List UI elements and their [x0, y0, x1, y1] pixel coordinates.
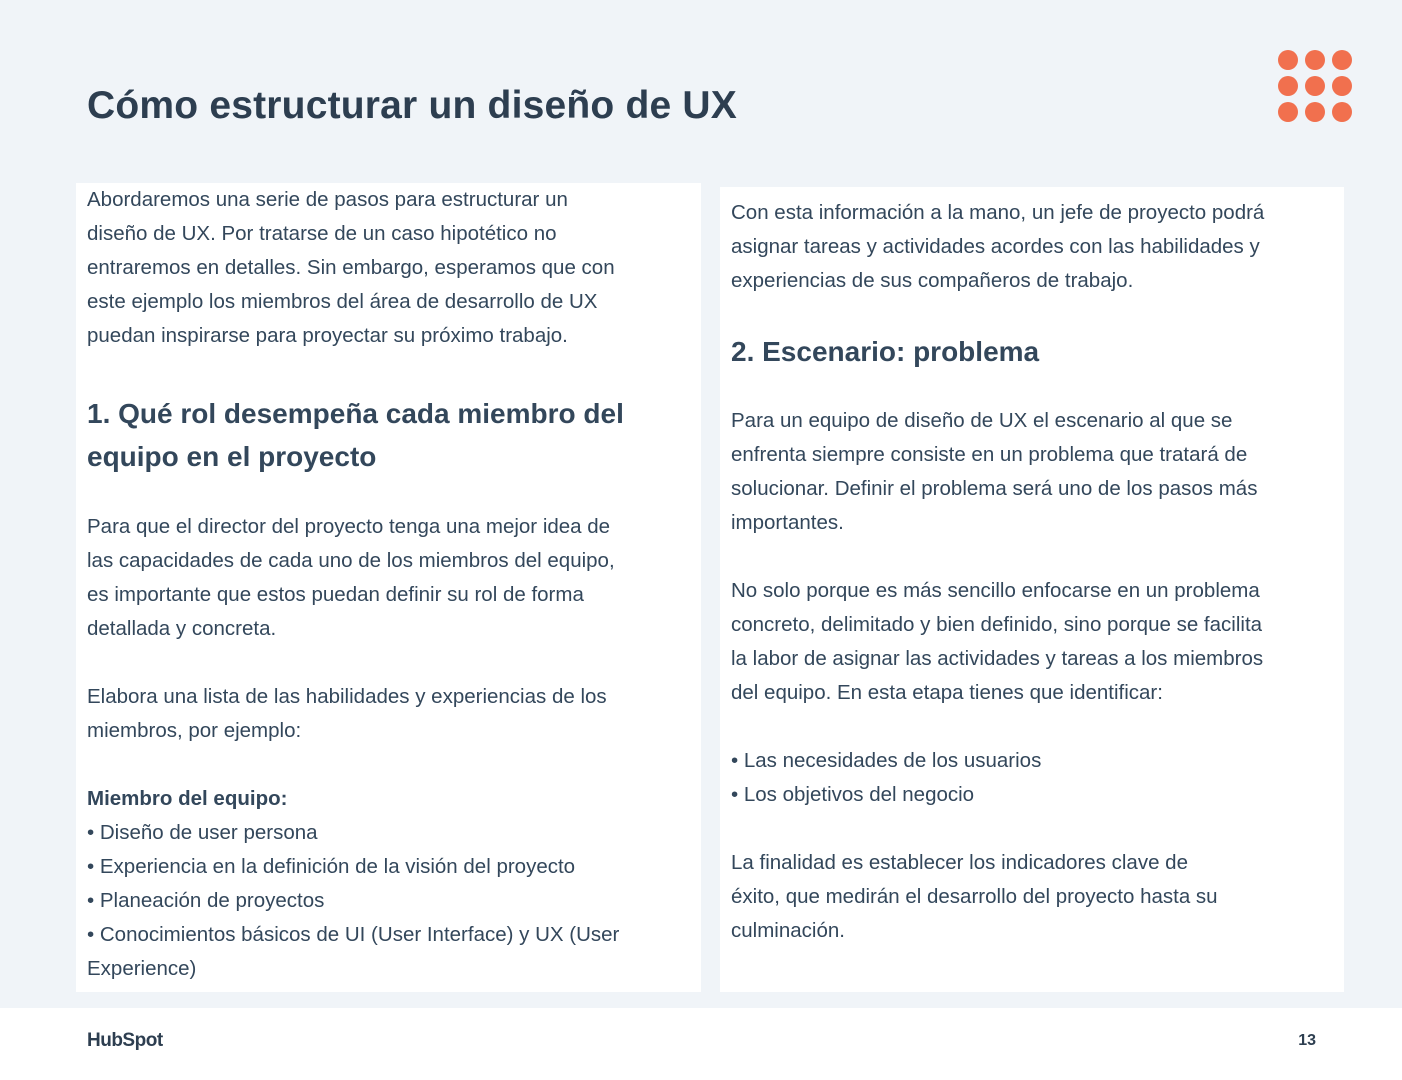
text-line: la labor de asignar las actividades y tareas a los miembros — [731, 647, 1264, 670]
text-line: puedan inspirarse para proyectar su próximo trabajo. — [87, 324, 568, 347]
page-title: Cómo estructurar un diseño de UX — [87, 84, 737, 127]
dot-icon — [1332, 50, 1352, 70]
page-footer — [0, 1008, 1402, 1080]
text-line: Elabora una lista de las habilidades y experiencias de los — [87, 685, 607, 708]
team-member-list — [87, 782, 687, 986]
list-item: • Los objetivos del negocio — [731, 783, 975, 806]
text-line: No solo porque es más sencillo enfocarse en un problema — [731, 579, 1260, 602]
left-content-card — [76, 183, 701, 992]
text-line: entraremos en detalles. Sin embargo, esperamos que con — [87, 256, 615, 279]
spacer — [731, 812, 1330, 846]
identify-list — [731, 744, 1330, 812]
text-line: detallada y concreta. — [87, 617, 277, 640]
text-line: Para que el director del proyecto tenga una mejor idea de — [87, 515, 611, 538]
spacer — [731, 540, 1330, 574]
dot-grid-icon — [1278, 50, 1352, 122]
section-heading-problem: 2. Escenario: problema — [731, 336, 1040, 367]
intro-paragraph — [731, 196, 1330, 298]
dot-icon — [1305, 50, 1325, 70]
dot-icon — [1278, 76, 1298, 96]
text-line: Abordaremos una serie de pasos para estructurar un — [87, 188, 568, 211]
focus-paragraph — [731, 574, 1330, 710]
text-line: culminación. — [731, 919, 845, 942]
hubspot-logo: HubSpot — [87, 1030, 163, 1051]
text-line: del equipo. En esta etapa tienes que identificar: — [731, 681, 1163, 704]
spacer — [731, 710, 1330, 744]
problem-paragraph — [731, 404, 1330, 540]
text-line: enfrenta siempre consiste en un problema que tratará de — [731, 443, 1248, 466]
roles-paragraph — [87, 510, 687, 646]
text-line: diseño de UX. Por tratarse de un caso hipotético no — [87, 222, 557, 245]
dot-icon — [1305, 76, 1325, 96]
text-line: experiencias de sus compañeros de trabajo. — [731, 269, 1134, 292]
text-line: importantes. — [731, 511, 844, 534]
list-intro-paragraph — [87, 680, 687, 748]
dot-icon — [1332, 102, 1352, 122]
spacer — [87, 646, 687, 680]
text-line: este ejemplo los miembros del área de desarrollo de UX — [87, 290, 598, 313]
page-number: 13 — [1298, 1032, 1316, 1049]
text-line: concreto, delimitado y bien definido, sino porque se facilita — [731, 613, 1263, 636]
list-item: • Conocimientos básicos de UI (User Interface) y UX (User — [87, 923, 620, 946]
heading-line: equipo en el proyecto — [87, 441, 377, 472]
list-item: • Diseño de user persona — [87, 821, 318, 844]
list-item: • Planeación de proyectos — [87, 889, 325, 912]
dot-icon — [1305, 102, 1325, 122]
list-item: • Las necesidades de los usuarios — [731, 749, 1042, 772]
list-item: Experience) — [87, 957, 197, 980]
dot-icon — [1278, 102, 1298, 122]
text-line: éxito, que medirán el desarrollo del proyecto hasta su — [731, 885, 1218, 908]
spacer — [87, 748, 687, 782]
right-card-body — [731, 196, 1330, 948]
section-heading-roles — [87, 392, 687, 478]
goal-paragraph — [731, 846, 1330, 948]
left-card-body — [87, 183, 687, 986]
right-content-card — [720, 187, 1344, 992]
text-line: Con esta información a la mano, un jefe de proyecto podrá — [731, 201, 1265, 224]
text-line: Para un equipo de diseño de UX el escenario al que se — [731, 409, 1233, 432]
text-line: asignar tareas y actividades acordes con las habilidades y — [731, 235, 1260, 258]
text-line: es importante que estos puedan definir su rol de forma — [87, 583, 584, 606]
dot-icon — [1278, 50, 1298, 70]
text-line: miembros, por ejemplo: — [87, 719, 302, 742]
heading-line: 1. Qué rol desempeña cada miembro del — [87, 398, 624, 429]
text-line: La finalidad es establecer los indicadores clave de — [731, 851, 1188, 874]
text-line: solucionar. Definir el problema será uno de los pasos más — [731, 477, 1258, 500]
list-title: Miembro del equipo: — [87, 787, 288, 810]
intro-paragraph — [87, 183, 687, 353]
dot-icon — [1332, 76, 1352, 96]
list-item: • Experiencia en la definición de la visión del proyecto — [87, 855, 576, 878]
text-line: las capacidades de cada uno de los miembros del equipo, — [87, 549, 615, 572]
